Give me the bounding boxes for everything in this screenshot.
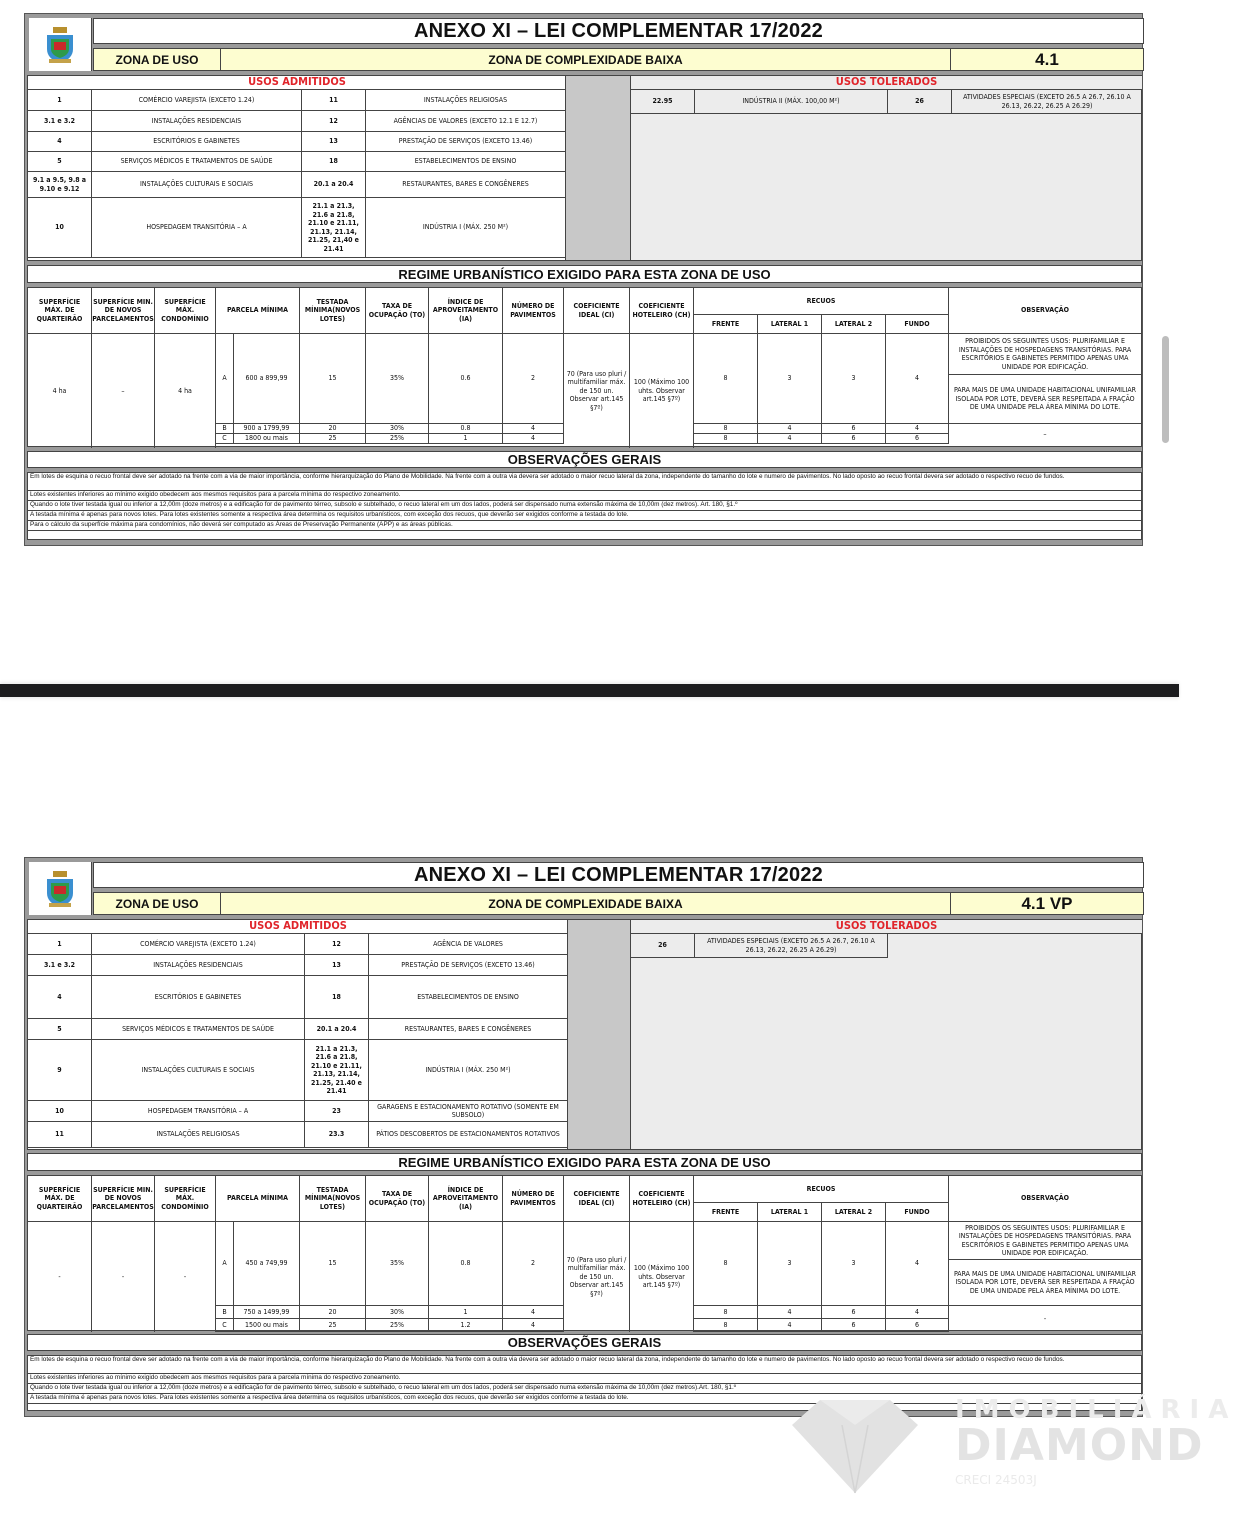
regime-table bbox=[27, 287, 1142, 447]
regime-pav: 4 bbox=[503, 1319, 564, 1332]
regime-header-sup-min-parcelamentos: SUPERFÍCIE MIN. DE NOVOS PARCELAMENTOS bbox=[92, 1176, 155, 1222]
uso-code: 20.1 a 20.4 bbox=[305, 1019, 369, 1040]
regime-coef-hoteleiro: 100 (Máximo 100 uhts. Observar art.145 §7º) bbox=[630, 334, 694, 448]
parcela-class: C bbox=[216, 1319, 234, 1332]
uso-desc: PRESTAÇÃO DE SERVIÇOS (EXCETO 13.46) bbox=[369, 955, 567, 976]
regime-ia: 0.8 bbox=[429, 1222, 503, 1306]
zona-code-cell bbox=[950, 892, 1144, 915]
uso-code: 23.3 bbox=[305, 1122, 369, 1148]
observacoes-title-bar bbox=[27, 1334, 1142, 1351]
uso-code: 5 bbox=[28, 152, 92, 172]
regime-ia: 1 bbox=[429, 1306, 503, 1319]
usos-tolerados-table bbox=[630, 919, 1142, 1150]
page-header bbox=[27, 860, 1140, 915]
recuo-fundo: 6 bbox=[886, 1319, 949, 1332]
regime-coef-ideal: 70 (Para uso pluri / multifamiliar máx. de 150 un. Observar art.145 §7º) bbox=[564, 334, 630, 448]
recuo-lat2: 3 bbox=[822, 1222, 886, 1306]
regime-header-fundo: FUNDO bbox=[886, 315, 949, 334]
uso-code: 3.1 e 3.2 bbox=[28, 955, 92, 976]
observacoes-title: OBSERVAÇÕES GERAIS bbox=[507, 452, 662, 467]
page-title: ANEXO XI – LEI COMPLEMENTAR 17/2022 bbox=[414, 19, 823, 42]
regime-to: 25% bbox=[366, 1319, 429, 1332]
usos-admitidos-title: USOS ADMITIDOS bbox=[28, 920, 568, 934]
regime-testada: 15 bbox=[300, 1222, 366, 1306]
tolerado-code: 26 bbox=[888, 90, 952, 114]
uso-desc: AGÊNCIA DE VALORES bbox=[369, 934, 567, 955]
recuo-frente: 8 bbox=[694, 424, 758, 434]
parcela-range: 1500 ou mais bbox=[234, 1319, 300, 1332]
uso-desc: COMÉRCIO VAREJISTA (EXCETO 1.24) bbox=[92, 934, 305, 955]
zona-name-cell bbox=[220, 48, 951, 71]
zona-label-cell bbox=[93, 48, 221, 71]
observacao-geral-item: Quando o lote tiver testada igual ou inferior a 12,00m (doze metros) e a edificação for de pavimento térreo, subsolo e subtelhado, o recuo lateral em um dos lados, poderá ser dispensado numa extensão máxima de 10,00m (dez metros).Art. 180, §1.º bbox=[28, 1384, 1141, 1394]
observacoes-title-bar bbox=[27, 451, 1142, 468]
uso-desc: SERVIÇOS MÉDICOS E TRATAMENTOS DE SAÚDE bbox=[92, 152, 302, 172]
observacoes-list bbox=[27, 1355, 1142, 1411]
uso-desc: INSTALAÇÕES CULTURAIS E SOCIAIS bbox=[92, 1040, 305, 1101]
regime-header-sup-max-quarteirao: SUPERFÍCIE MÁX. DE QUARTEIRÃO bbox=[28, 288, 92, 334]
zona-name: ZONA DE COMPLEXIDADE BAIXA bbox=[488, 896, 683, 911]
parcela-range: 750 a 1499,99 bbox=[234, 1306, 300, 1319]
usos-admitidos-table bbox=[27, 919, 568, 1150]
regime-title: REGIME URBANÍSTICO EXIGIDO PARA ESTA ZONA DE USO bbox=[398, 266, 771, 282]
recuo-fundo: 4 bbox=[886, 424, 949, 434]
regime-header-numero-pavimentos: NÚMERO DE PAVIMENTOS bbox=[503, 288, 564, 334]
regime-to: 35% bbox=[366, 1222, 429, 1306]
uso-desc: ESCRITÓRIOS E GABINETES bbox=[92, 976, 305, 1019]
uso-desc: INSTALAÇÕES RESIDENCIAIS bbox=[92, 111, 302, 132]
recuo-lat2: 6 bbox=[822, 1319, 886, 1332]
regime-header-lateral2: LATERAL 2 bbox=[822, 1203, 886, 1222]
uso-desc: INSTALAÇÕES RELIGIOSAS bbox=[92, 1122, 305, 1148]
recuo-lat1: 3 bbox=[758, 334, 822, 424]
municipal-coat-of-arms-icon bbox=[41, 869, 79, 909]
regime-header-coef-ideal: COEFICIENTE IDEAL (CI) bbox=[564, 288, 630, 334]
observacao-geral-item: Lotes existentes inferiores ao mínimo exigido obedecem aos mesmos requisitos para a parcela mínima do respectivo zoneamento. bbox=[28, 491, 1141, 501]
uso-code: 9.1 a 9.5, 9.8 a 9.10 e 9.12 bbox=[28, 172, 92, 198]
regime-sup-min-parcelamentos: - bbox=[92, 1222, 155, 1332]
regime-pav: 4 bbox=[503, 1306, 564, 1319]
parcela-class: A bbox=[216, 1222, 234, 1306]
regime-header-sup-max-condominio: SUPERFÍCIE MÁX. CONDOMÍNIO bbox=[155, 1176, 216, 1222]
regime-header-coef-hoteleiro: COEFICIENTE HOTELEIRO (CH) bbox=[630, 288, 694, 334]
uso-code: 20.1 a 20.4 bbox=[302, 172, 366, 198]
recuo-lat1: 4 bbox=[758, 434, 822, 444]
regime-header-coef-hoteleiro: COEFICIENTE HOTELEIRO (CH) bbox=[630, 1176, 694, 1222]
zona-name-cell bbox=[220, 892, 951, 915]
uso-code: 21.1 a 21.3, 21.6 a 21.8, 21.10 e 21.11, 21.13, 21.14, 21.25, 21,40 e 21.41 bbox=[302, 198, 366, 258]
uso-code: 4 bbox=[28, 976, 92, 1019]
observacao-geral-item: A testada mínima é apenas para novos lotes. Para lotes existentes somente a respectiva área determina os requisitos urbanísticos, com exceção dos recuos, que deverão ser exigidos conforme a testada do lote. bbox=[28, 511, 1141, 521]
zona-label-cell bbox=[93, 892, 221, 915]
observacao-geral-item: Para o cálculo da superfície máxima para condomínios, não deverá ser computado as Áreas de Preservação Permanente (APP) e as áreas públicas. bbox=[28, 521, 1141, 531]
uso-desc: RESTAURANTES, BARES E CONGÊNERES bbox=[366, 172, 565, 198]
uso-code: 13 bbox=[302, 132, 366, 152]
tolerado-code: 22.95 bbox=[631, 90, 695, 114]
uso-code: 18 bbox=[302, 152, 366, 172]
recuo-fundo: 6 bbox=[886, 434, 949, 444]
regime-table bbox=[27, 1175, 1142, 1331]
usos-admitidos-title: USOS ADMITIDOS bbox=[28, 76, 566, 90]
observacao-a1: PROIBIDOS OS SEGUINTES USOS: PLURIFAMILIAR E INSTALAÇÕES DE HOSPEDAGENS TRANSITÓRIAS. PARA ESCRITÓRIOS E GABINETES PERMITIDO APENAS UMA UNIDADE POR EDIFICAÇÃO. bbox=[949, 334, 1141, 375]
recuo-fundo: 4 bbox=[886, 1222, 949, 1306]
regime-ia: 1 bbox=[429, 434, 503, 444]
regime-sup-max-quarteirao: - bbox=[28, 1222, 92, 1332]
parcela-class: B bbox=[216, 424, 234, 434]
regime-title: REGIME URBANÍSTICO EXIGIDO PARA ESTA ZONA DE USO bbox=[398, 1154, 771, 1170]
recuo-lat1: 4 bbox=[758, 1306, 822, 1319]
page-header bbox=[27, 16, 1140, 71]
regime-pav: 4 bbox=[503, 424, 564, 434]
uso-code: 21.1 a 21.3, 21.6 a 21.8, 21.10 e 21.11, 21.13, 21.14, 21.25, 21.40 e 21.41 bbox=[305, 1040, 369, 1101]
regime-sup-max-condominio: - bbox=[155, 1222, 216, 1332]
municipal-coat-of-arms-icon bbox=[41, 25, 79, 65]
recuo-lat2: 6 bbox=[822, 424, 886, 434]
observacoes-list bbox=[27, 472, 1142, 540]
separator-column bbox=[567, 919, 631, 1150]
regime-header-observacao: OBSERVAÇÃO bbox=[949, 288, 1141, 334]
regime-header-observacao: OBSERVAÇÃO bbox=[949, 1176, 1141, 1222]
observacao-geral-item: Em lotes de esquina o recuo frontal deve ser adotado na frente com a via de maior importância, conforme hierarquização do Plano de Mobilidade. Na frente com a outra via devera ser adotado o maior recuo lateral da zona, independente do tamanho do lote e numero de pavimentos. No lado oposto ao recuo frontal devera ser adotado o respectivo recuo de fundos. bbox=[28, 1356, 1141, 1374]
regime-ia: 1.2 bbox=[429, 1319, 503, 1332]
regime-title-bar bbox=[27, 1153, 1142, 1171]
regime-sup-min-parcelamentos: – bbox=[92, 334, 155, 448]
regime-header-frente: FRENTE bbox=[694, 315, 758, 334]
regime-header-taxa-ocupacao: TAXA DE OCUPAÇÃO (TO) bbox=[366, 1176, 429, 1222]
regime-header-lateral2: LATERAL 2 bbox=[822, 315, 886, 334]
emblem bbox=[29, 862, 92, 915]
uso-code: 11 bbox=[28, 1122, 92, 1148]
page-divider bbox=[0, 684, 1179, 697]
uso-desc: INDÚSTRIA I (MÁX. 250 M²) bbox=[369, 1040, 567, 1101]
uso-code: 3.1 e 3.2 bbox=[28, 111, 92, 132]
parcela-class: A bbox=[216, 334, 234, 424]
uso-code: 1 bbox=[28, 90, 92, 111]
regime-pav: 2 bbox=[503, 334, 564, 424]
recuo-frente: 8 bbox=[694, 1319, 758, 1332]
uso-desc: ESTABELECIMENTOS DE ENSINO bbox=[369, 976, 567, 1019]
separator-column bbox=[565, 75, 631, 261]
uso-code: 5 bbox=[28, 1019, 92, 1040]
title-bar bbox=[93, 18, 1144, 44]
tolerado-desc: ATIVIDADES ESPECIAIS (EXCETO 26.5 A 26.7, 26.10 A 26.13, 26.22, 26.25 A 26.29) bbox=[695, 934, 888, 958]
tolerado-code: 26 bbox=[631, 934, 695, 958]
regime-ia: 0.8 bbox=[429, 424, 503, 434]
regime-to: 30% bbox=[366, 424, 429, 434]
regime-ia: 0.6 bbox=[429, 334, 503, 424]
regime-header-taxa-ocupacao: TAXA DE OCUPAÇÃO (TO) bbox=[366, 288, 429, 334]
recuo-lat1: 4 bbox=[758, 1319, 822, 1332]
uso-desc: COMÉRCIO VAREJISTA (EXCETO 1.24) bbox=[92, 90, 302, 111]
zona-name: ZONA DE COMPLEXIDADE BAIXA bbox=[488, 52, 683, 67]
regime-testada: 15 bbox=[300, 334, 366, 424]
regime-to: 35% bbox=[366, 334, 429, 424]
page-title: ANEXO XI – LEI COMPLEMENTAR 17/2022 bbox=[414, 863, 823, 886]
document-page-2 bbox=[24, 857, 1143, 1417]
usos-tolerados-table bbox=[630, 75, 1142, 261]
regime-testada: 25 bbox=[300, 434, 366, 444]
uso-desc: ESTABELECIMENTOS DE ENSINO bbox=[366, 152, 565, 172]
parcela-range: 450 a 749,99 bbox=[234, 1222, 300, 1306]
uso-code: 9 bbox=[28, 1040, 92, 1101]
regime-header-recuos: RECUOS bbox=[694, 288, 949, 315]
observacao-a2: PARA MAIS DE UMA UNIDADE HABITACIONAL UNIFAMILIAR ISOLADA POR LOTE, DEVERÁ SER RESPEITADA A FRAÇÃO DE UMA UNIDADE PELA ÁREA MÍNIMA DO LOTE. bbox=[949, 375, 1141, 424]
zona-code: 4.1 VP bbox=[1021, 893, 1073, 913]
document-page-1 bbox=[24, 13, 1143, 546]
observacoes-title: OBSERVAÇÕES GERAIS bbox=[507, 1335, 662, 1350]
uso-code: 18 bbox=[305, 976, 369, 1019]
regime-header-recuos: RECUOS bbox=[694, 1176, 949, 1203]
recuo-frente: 8 bbox=[694, 334, 758, 424]
observacao-bc: – bbox=[1043, 429, 1047, 438]
observacao-geral-item: Lotes existentes inferiores ao mínimo exigido obedecem aos mesmos requisitos para a parcela mínima do respectivo zoneamento. bbox=[28, 1374, 1141, 1384]
recuo-frente: 8 bbox=[694, 1306, 758, 1319]
regime-pav: 4 bbox=[503, 434, 564, 444]
uso-desc: PÁTIOS DESCOBERTOS DE ESTACIONAMENTOS ROTATIVOS bbox=[369, 1122, 567, 1148]
uso-code: 13 bbox=[305, 955, 369, 976]
uso-code: 4 bbox=[28, 132, 92, 152]
usos-tolerados-title: USOS TOLERADOS bbox=[631, 76, 1142, 90]
regime-header-numero-pavimentos: NÚMERO DE PAVIMENTOS bbox=[503, 1176, 564, 1222]
regime-testada: 20 bbox=[300, 1306, 366, 1319]
uso-desc: INDÚSTRIA I (MÁX. 250 M²) bbox=[366, 198, 565, 258]
recuo-lat2: 3 bbox=[822, 334, 886, 424]
uso-code: 10 bbox=[28, 198, 92, 258]
recuo-lat1: 4 bbox=[758, 424, 822, 434]
recuo-lat2: 6 bbox=[822, 1306, 886, 1319]
scrollbar-thumb[interactable] bbox=[1162, 336, 1169, 443]
regime-testada: 25 bbox=[300, 1319, 366, 1332]
parcela-class: B bbox=[216, 1306, 234, 1319]
uso-desc: INSTALAÇÕES RESIDENCIAIS bbox=[92, 955, 305, 976]
recuo-lat2: 6 bbox=[822, 434, 886, 444]
observacao-geral-item: A testada mínima é apenas para novos lotes. Para lotes existentes somente a respectiva área determina os requisitos urbanísticos, com exceção dos recuos, que deverão ser exigidos conforme a testada do lote. bbox=[28, 1394, 1141, 1404]
uso-desc: INSTALAÇÕES CULTURAIS E SOCIAIS bbox=[92, 172, 302, 198]
uso-desc: HOSPEDAGEM TRANSITÓRIA – A bbox=[92, 198, 302, 258]
regime-header-sup-max-condominio: SUPERFÍCIE MÁX. CONDOMÍNIO bbox=[155, 288, 216, 334]
observacao-geral-item: Em lotes de esquina o recuo frontal deve ser adotado na frente com a via de maior importância, conforme hierarquização do Plano de Mobilidade. Na frente com a outra via devera ser adotado o maior recuo lateral da zona, independente do tamanho do lote e numero de pavimentos. No lado oposto ao recuo frontal devera ser adotado o respectivo recuo de fundos. bbox=[28, 473, 1141, 491]
observacao-bc: - bbox=[1043, 1314, 1047, 1323]
regime-header-sup-max-quarteirao: SUPERFÍCIE MÁX. DE QUARTEIRÃO bbox=[28, 1176, 92, 1222]
watermark-line-1: IMOBILIÁRIA bbox=[955, 1395, 1237, 1425]
uso-desc: HOSPEDAGEM TRANSITÓRIA – A bbox=[92, 1101, 305, 1122]
regime-header-coef-ideal: COEFICIENTE IDEAL (CI) bbox=[564, 1176, 630, 1222]
emblem bbox=[29, 18, 92, 71]
uso-desc: INSTALAÇÕES RELIGIOSAS bbox=[366, 90, 565, 111]
regime-header-indice-aproveitamento: ÍNDICE DE APROVEITAMENTO (IA) bbox=[429, 288, 503, 334]
regime-header-fundo: FUNDO bbox=[886, 1203, 949, 1222]
tolerado-desc: INDÚSTRIA II (MÁX. 100,00 M²) bbox=[695, 90, 888, 114]
uso-desc: SERVIÇOS MÉDICOS E TRATAMENTOS DE SAÚDE bbox=[92, 1019, 305, 1040]
regime-header-indice-aproveitamento: ÍNDICE DE APROVEITAMENTO (IA) bbox=[429, 1176, 503, 1222]
tolerado-desc: ATIVIDADES ESPECIAIS (EXCETO 26.5 A 26.7, 26.10 A 26.13, 26.22, 26.25 A 26.29) bbox=[952, 90, 1142, 114]
regime-to: 30% bbox=[366, 1306, 429, 1319]
recuo-lat1: 3 bbox=[758, 1222, 822, 1306]
regime-sup-max-condominio: 4 ha bbox=[155, 334, 216, 448]
usos-tolerados-title: USOS TOLERADOS bbox=[631, 920, 1142, 934]
regime-header-testada-minima: TESTADA MÍNIMA(NOVOS LOTES) bbox=[300, 288, 366, 334]
parcela-class: C bbox=[216, 434, 234, 444]
regime-title-bar bbox=[27, 265, 1142, 283]
regime-header-parcela-minima: PARCELA MÍNIMA bbox=[216, 288, 300, 334]
parcela-range: 900 a 1799,99 bbox=[234, 424, 300, 434]
parcela-range: 600 a 899,99 bbox=[234, 334, 300, 424]
uso-code: 12 bbox=[305, 934, 369, 955]
uso-code: 12 bbox=[302, 111, 366, 132]
regime-sup-max-quarteirao: 4 ha bbox=[28, 334, 92, 448]
zona-code: 4.1 bbox=[1035, 49, 1059, 69]
regime-to: 25% bbox=[366, 434, 429, 444]
uso-desc: ESCRITÓRIOS E GABINETES bbox=[92, 132, 302, 152]
zona-code-cell bbox=[950, 48, 1144, 71]
parcela-range: 1800 ou mais bbox=[234, 434, 300, 444]
uso-code: 11 bbox=[302, 90, 366, 111]
recuo-frente: 8 bbox=[694, 434, 758, 444]
uso-desc: RESTAURANTES, BARES E CONGÊNERES bbox=[369, 1019, 567, 1040]
title-bar bbox=[93, 862, 1144, 888]
uso-desc: GARAGENS E ESTACIONAMENTO ROTATIVO (SOMENTE EM SUBSOLO) bbox=[369, 1101, 567, 1122]
zona-label: ZONA DE USO bbox=[115, 52, 199, 67]
observacao-a1: PROIBIDOS OS SEGUINTES USOS: PLURIFAMILIAR E INSTALAÇÕES DE HOSPEDAGENS TRANSITÓRIAS. PARA ESCRITÓRIOS E GABINETES PERMITIDO APENAS UMA UNIDADE POR EDIFICAÇÃO. bbox=[949, 1222, 1141, 1260]
regime-header-lateral1: LATERAL 1 bbox=[758, 315, 822, 334]
watermark-creci: CRECI 24503J bbox=[955, 1473, 1037, 1487]
recuo-frente: 8 bbox=[694, 1222, 758, 1306]
uso-desc: PRESTAÇÃO DE SERVIÇOS (EXCETO 13.46) bbox=[366, 132, 565, 152]
regime-pav: 2 bbox=[503, 1222, 564, 1306]
watermark-brand: DIAMOND bbox=[955, 1420, 1204, 1471]
regime-testada: 20 bbox=[300, 424, 366, 434]
regime-header-lateral1: LATERAL 1 bbox=[758, 1203, 822, 1222]
observacao-a2: PARA MAIS DE UMA UNIDADE HABITACIONAL UNIFAMILIAR ISOLADA POR LOTE, DEVERÁ SER RESPEITADA A FRAÇÃO DE UMA UNIDADE PELA ÁREA MÍNIMA DO LOTE. bbox=[949, 1260, 1141, 1306]
usos-admitidos-table bbox=[27, 75, 566, 261]
regime-header-testada-minima: TESTADA MÍNIMA(NOVOS LOTES) bbox=[300, 1176, 366, 1222]
regime-header-frente: FRENTE bbox=[694, 1203, 758, 1222]
uso-code: 23 bbox=[305, 1101, 369, 1122]
uso-desc: AGÊNCIAS DE VALORES (EXCETO 12.1 E 12.7) bbox=[366, 111, 565, 132]
regime-header-parcela-minima: PARCELA MÍNIMA bbox=[216, 1176, 300, 1222]
recuo-fundo: 4 bbox=[886, 1306, 949, 1319]
observacao-geral-item: Quando o lote tiver testada igual ou inferior a 12,00m (doze metros) e a edificação for de pavimento térreo, subsolo e subtelhado, o recuo lateral em um dos lados, poderá ser dispensado numa extensão máxima de 10,00m (dez metros). Art. 180, §1.º bbox=[28, 501, 1141, 511]
zona-label: ZONA DE USO bbox=[115, 896, 199, 911]
regime-coef-hoteleiro: 100 (Máximo 100 uhts. Observar art.145 §7º) bbox=[630, 1222, 694, 1332]
regime-coef-ideal: 70 (Para uso pluri / multifamiliar máx. de 150 un. Observar art.145 §7º) bbox=[564, 1222, 630, 1332]
uso-code: 10 bbox=[28, 1101, 92, 1122]
uso-code: 1 bbox=[28, 934, 92, 955]
regime-header-sup-min-parcelamentos: SUPERFÍCIE MIN. DE NOVOS PARCELAMENTOS bbox=[92, 288, 155, 334]
recuo-fundo: 4 bbox=[886, 334, 949, 424]
